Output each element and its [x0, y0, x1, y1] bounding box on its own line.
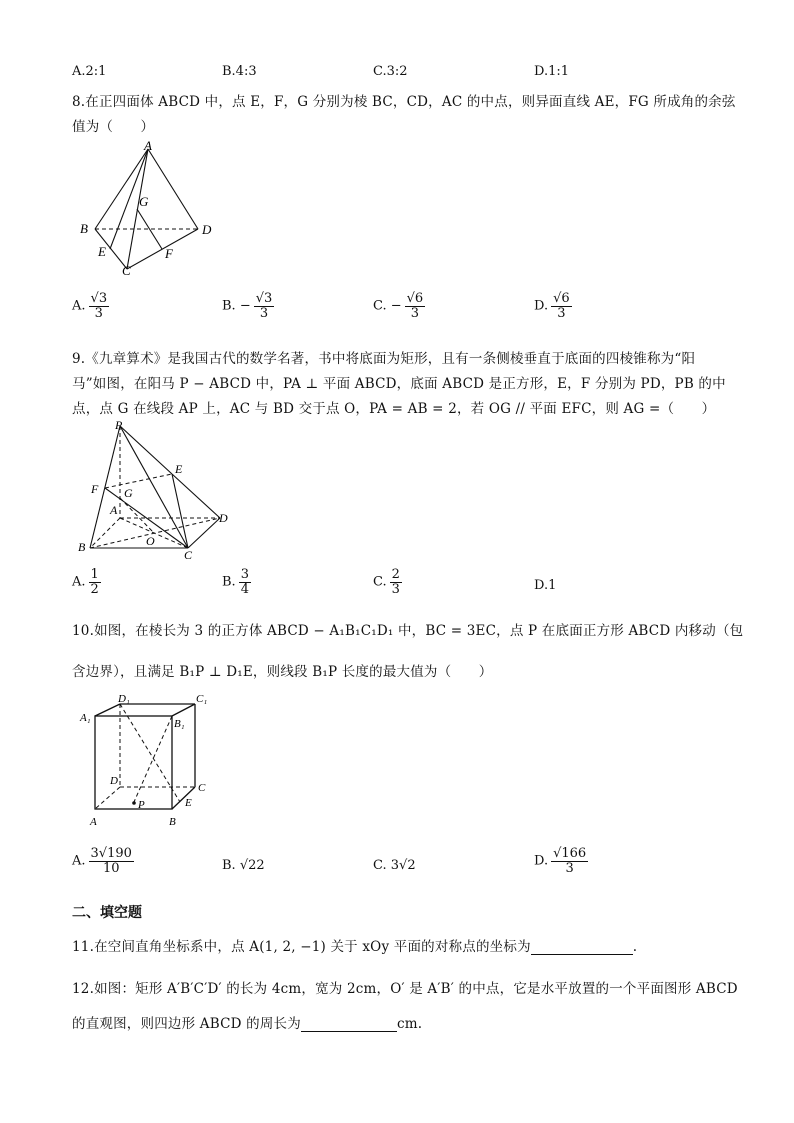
- q8-option-b[interactable]: B. − $\frac{√3}{3}$: [222, 291, 273, 321]
- q9-option-a[interactable]: A. $\frac{1}{2}$: [72, 567, 99, 597]
- q8-label-e: E: [98, 244, 106, 259]
- q8-option-a[interactable]: A. $\frac{√3}{3}$: [72, 291, 108, 321]
- q9-label-f: F: [91, 482, 99, 496]
- q8-label-f: F: [165, 246, 173, 261]
- q11-answer-blank[interactable]: [531, 940, 633, 955]
- q7-option-c[interactable]: C.3:2: [373, 64, 408, 79]
- section-title: 二、填空题: [72, 905, 142, 921]
- q10-option-b[interactable]: B. √22: [222, 858, 265, 873]
- q9-option-c[interactable]: C. $\frac{2}{3}$: [373, 567, 400, 597]
- q8-option-c[interactable]: C. − $\frac{√6}{3}$: [373, 291, 424, 321]
- q10-label-a: A: [90, 816, 97, 828]
- q8-stem-line1: 8.在正四面体 ABCD 中，点 E，F，G 分别为棱 BC，CD，AC 的中点，则异面直线 AE，FG 所成角的余弦: [72, 94, 736, 110]
- q10-label-d1: D₁: [118, 693, 130, 705]
- q9-option-b[interactable]: B. $\frac{3}{4}$: [222, 567, 249, 597]
- q9-label-c: C: [184, 548, 193, 562]
- q12-stem-line2: 的直观图，则四边形 ABCD 的周长为 cm.: [72, 1016, 423, 1032]
- q9-label-d: D: [219, 511, 228, 525]
- q10-option-d[interactable]: D. $\frac{√166}{3}$: [534, 846, 587, 876]
- q10-label-a1: A₁: [80, 712, 91, 724]
- q8-label-c: C: [122, 263, 131, 278]
- q10-cube-figure: [78, 692, 218, 832]
- q9-stem-line2: 马”如图，在阳马 P − ABCD 中，PA ⊥ 平面 ABCD，底面 ABCD 是正方形，E，F 分别为 PD，PB 的中: [72, 376, 726, 392]
- q8-option-d[interactable]: D. $\frac{√6}{3}$: [534, 291, 570, 321]
- q7-option-d[interactable]: D.1:1: [534, 64, 570, 79]
- q9-label-a: A: [110, 503, 118, 517]
- q8-label-b: B: [80, 221, 88, 236]
- q9-yangma-figure: [76, 418, 246, 568]
- q8-tetrahedron-figure: [78, 138, 228, 278]
- q10-label-d: D: [110, 775, 118, 787]
- q10-option-c[interactable]: C. 3√2: [373, 858, 416, 873]
- q9-label-o: O: [146, 534, 155, 548]
- q8-label-a: A: [144, 138, 152, 153]
- q12-answer-blank[interactable]: [301, 1017, 397, 1032]
- q7-option-a[interactable]: A.2:1: [72, 64, 107, 79]
- q8-label-d: D: [202, 222, 212, 237]
- q12-stem-line1: 12.如图：矩形 A′B′C′D′ 的长为 4cm，宽为 2cm，O′ 是 A′B′ 的中点，它是水平放置的一个平面图形 ABCD: [72, 981, 738, 997]
- q10-stem-line2: 含边界），且满足 B₁P ⊥ D₁E，则线段 B₁P 长度的最大值为（ ）: [72, 664, 493, 680]
- q11-stem: 11.在空间直角坐标系中，点 A(1, 2, −1) 关于 xOy 平面的对称点的坐标为 .: [72, 939, 638, 955]
- q7-option-b[interactable]: B.4:3: [222, 64, 257, 79]
- q9-stem-line3: 点，点 G 在线段 AP 上，AC 与 BD 交于点 O，PA = AB = 2，若 OG // 平面 EFC，则 AG =（ ）: [72, 401, 716, 417]
- q10-label-p: P: [138, 799, 145, 811]
- q10-label-c: C: [198, 782, 206, 794]
- q10-label-b: B: [169, 816, 176, 828]
- q8-label-g: G: [139, 194, 149, 209]
- q9-label-g: G: [124, 486, 133, 500]
- q9-option-d[interactable]: D.1: [534, 578, 557, 593]
- q10-label-c1: C₁: [196, 693, 208, 705]
- q9-label-b: B: [78, 540, 86, 554]
- q10-stem-line1: 10.如图，在棱长为 3 的正方体 ABCD − A₁B₁C₁D₁ 中，BC = 3EC，点 P 在底面正方形 ABCD 内移动（包: [72, 623, 744, 639]
- q9-label-p: P: [115, 418, 123, 432]
- q10-point-p: [132, 801, 136, 805]
- q10-option-a[interactable]: A. $\frac{3√190}{10}$: [72, 846, 132, 876]
- q8-stem-line2: 值为（ ）: [72, 119, 155, 135]
- q9-label-e: E: [175, 462, 183, 476]
- q10-label-e: E: [185, 797, 192, 809]
- q10-label-b1: B₁: [174, 718, 185, 730]
- q9-stem-line1: 9.《九章算术》是我国古代的数学名著，书中将底面为矩形，且有一条侧棱垂直于底面的四棱锥称为“阳: [72, 351, 696, 367]
